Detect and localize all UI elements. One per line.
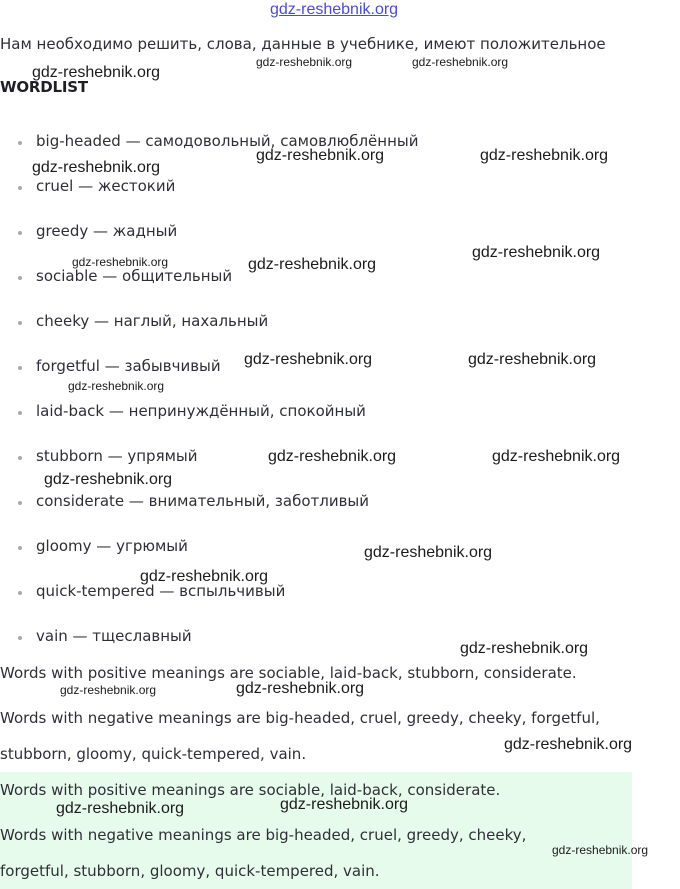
textbook-answer-negative-line2: stubborn, gloomy, quick-tempered, vain.	[0, 745, 307, 763]
list-item-text: cruel — жестокий	[36, 177, 176, 195]
list-item-text: big-headed — самодовольный, самовлюблённый	[36, 132, 419, 150]
bullet-icon	[18, 366, 22, 370]
list-item-text: forgetful — забывчивый	[36, 357, 221, 375]
watermark: gdz-reshebnik.org	[364, 544, 493, 561]
watermark: gdz-reshebnik.org	[140, 568, 269, 585]
bullet-icon	[18, 501, 22, 505]
watermark: gdz-reshebnik.org	[468, 351, 597, 368]
list-item-text: gloomy — угрюмый	[36, 537, 188, 555]
correct-answer-positive: Words with positive meanings are sociable, laid-back, considerate.	[0, 781, 501, 799]
bullet-icon	[18, 186, 22, 190]
site-link[interactable]: gdz-reshebnik.org	[270, 1, 399, 18]
list-item-text: stubborn — упрямый	[36, 447, 198, 465]
watermark: gdz-reshebnik.org	[32, 159, 161, 176]
list-item-text: vain — тщеславный	[36, 627, 192, 645]
watermark: gdz-reshebnik.org	[236, 680, 365, 697]
bullet-icon	[18, 141, 22, 145]
list-item-text: quick-tempered — вспыльчивый	[36, 582, 286, 600]
bullet-icon	[18, 591, 22, 595]
list-item-text: laid-back — непринуждённый, спокойный	[36, 402, 366, 420]
bullet-icon	[18, 231, 22, 235]
watermark: gdz-reshebnik.org	[60, 683, 157, 697]
watermark: gdz-reshebnik.org	[32, 64, 161, 81]
bullet-icon	[18, 276, 22, 280]
watermark: gdz-reshebnik.org	[504, 736, 633, 753]
watermark: gdz-reshebnik.org	[256, 147, 385, 164]
watermark: gdz-reshebnik.org	[480, 147, 609, 164]
correct-answer-negative-line1: Words with negative meanings are big-headed, cruel, greedy, cheeky,	[0, 826, 527, 844]
list-item-text: sociable — общительный	[36, 267, 233, 285]
bullet-icon	[18, 321, 22, 325]
wordlist-title: WORDLIST	[0, 78, 88, 96]
list-item-text: greedy — жадный	[36, 222, 178, 240]
watermark: gdz-reshebnik.org	[256, 55, 353, 69]
watermark: gdz-reshebnik.org	[492, 448, 621, 465]
correct-answer-negative-line2: forgetful, stubborn, gloomy, quick-tempered, vain.	[0, 862, 380, 880]
watermark: gdz-reshebnik.org	[280, 796, 409, 813]
watermark: gdz-reshebnik.org	[460, 640, 589, 657]
list-item-text: cheeky — наглый, нахальный	[36, 312, 269, 330]
textbook-answer-positive: Words with positive meanings are sociable, laid-back, stubborn, considerate.	[0, 664, 577, 682]
bullet-icon	[18, 546, 22, 550]
watermark: gdz-reshebnik.org	[244, 351, 373, 368]
watermark: gdz-reshebnik.org	[412, 55, 509, 69]
watermark: gdz-reshebnik.org	[68, 379, 165, 393]
bullet-icon	[18, 411, 22, 415]
list-item-text: considerate — внимательный, заботливый	[36, 492, 370, 510]
watermark: gdz-reshebnik.org	[472, 244, 601, 261]
bullet-icon	[18, 636, 22, 640]
watermark: gdz-reshebnik.org	[56, 800, 185, 817]
watermark: gdz-reshebnik.org	[268, 448, 397, 465]
bullet-icon	[18, 456, 22, 460]
watermark: gdz-reshebnik.org	[552, 843, 649, 857]
watermark: gdz-reshebnik.org	[248, 256, 377, 273]
watermark: gdz-reshebnik.org	[72, 255, 169, 269]
watermark: gdz-reshebnik.org	[44, 471, 173, 488]
textbook-answer-negative-line1: Words with negative meanings are big-headed, cruel, greedy, cheeky, forgetful,	[0, 709, 600, 727]
intro-text: Нам необходимо решить, слова, данные в учебнике, имеют положительное	[0, 35, 606, 53]
